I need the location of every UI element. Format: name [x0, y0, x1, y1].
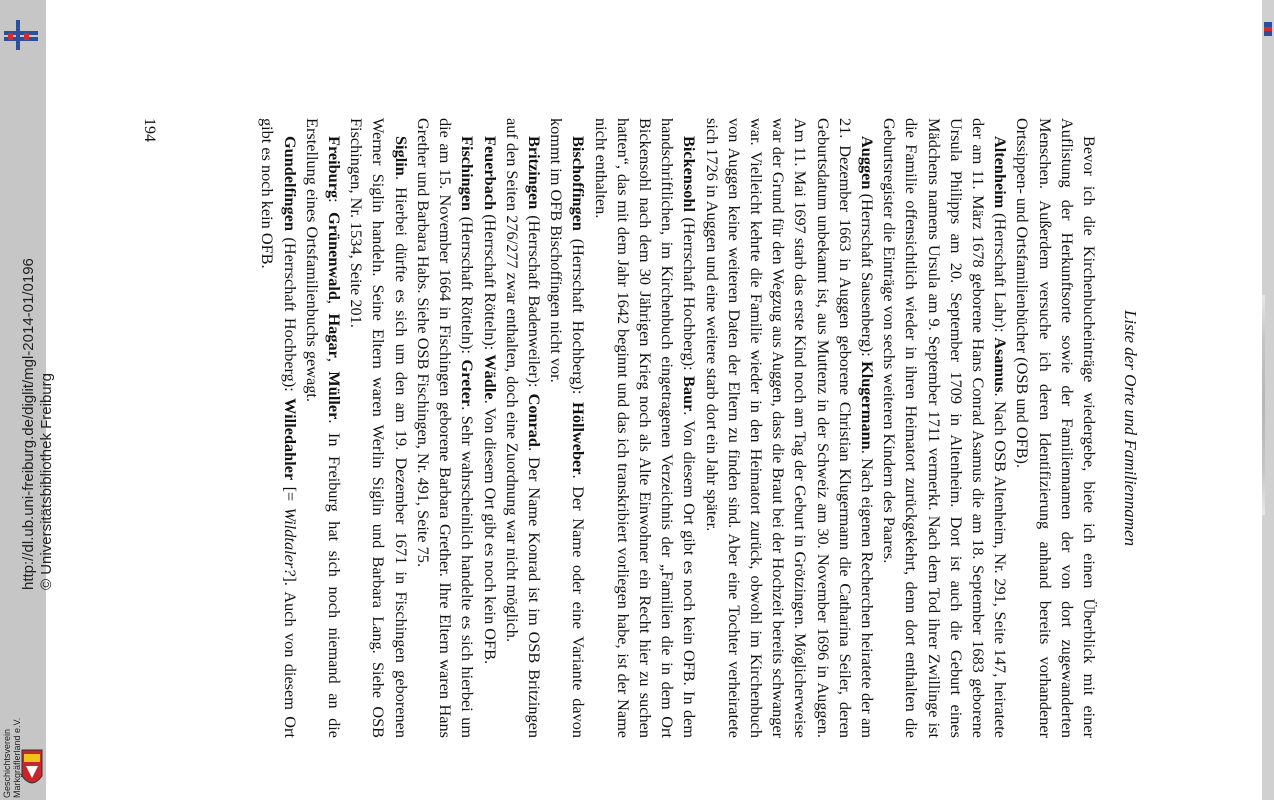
entry-name: Greter: [458, 359, 478, 407]
society-line2: Markgräflerland e.V.: [12, 717, 22, 798]
entry-name: Baur: [680, 375, 700, 412]
paragraph: [589, 118, 700, 738]
paragraph-text: . Der Name oder eine Variante davon kommt im OFB Bischoffingen nicht vor.: [547, 118, 589, 738]
running-head: Liste der Orte und Familiennamen: [1121, 309, 1140, 547]
paragraph: [700, 118, 878, 738]
paragraph-text: :: [325, 198, 345, 213]
paragraph-text: (Herrschaft Hochberg):: [280, 231, 300, 399]
society-label: [2, 718, 22, 798]
society-line1: Geschichtsverein: [2, 728, 12, 798]
paragraph-text: Bevor ich die Kirchenbucheinträge wiedergebe, biete ich einen Überblick mit einer Auflistung der Herkunftsorte sowie der Familiennamen der von dort zugewanderten Menschen. Außerdem versuche ich deren Identifizierung anhand bereits vorhandener Ortssippen- und Ortsfamilienbücher (OSB und OFB).: [1013, 118, 1099, 738]
entry-name: Auggen: [857, 136, 877, 190]
society-seal-icon: [20, 748, 44, 792]
paragraph-text: . Nach OSB Altenheim, Nr. 291, Seite 147, heiratete der am 11. März 1678 geborene Hans Conrad Asamus die am 18. September 1683 geborene Ursula Philipps am 20. September 1709 in Altenheim. Dort ist auch die Geburt eines Mädchens namens Ursula am 9. September 1711 vermerkt. Nach dem Tod ihrer Zwillinge ist die Familie offensichtlich wieder in ihren Heimatort zurückgekehrt, denn dort enthalten die Geburtsregister die Einträge von sechs weiteren Kindern des Paares.: [880, 118, 1011, 739]
paragraph-text: (Herrschaft Rötteln):: [480, 210, 500, 355]
entry-name: Müller: [325, 371, 345, 420]
paragraph-text: . Hierbei dürfte es sich um den am 19. Dezember 1671 in Fischingen geborenen Werner Siglin handeln. Seine Eltern waren Werlin Siglin und Barbara Lang. Siehe OSB Fischingen, Nr. 1534, Seite 201.: [347, 118, 411, 738]
paragraph-text: (Herrschaft Lahr):: [991, 208, 1011, 338]
entry-name: Höllweber: [569, 402, 589, 475]
entry-name: Gundelfingen: [280, 136, 300, 232]
paragraph-text: . Der Name Konrad ist im OSB Britzingen auf den Seiten 276/277 zwar enthalten, doch eine Zuordnung war nicht möglich.: [502, 118, 544, 738]
paragraph-text: Wildtaler?: [280, 507, 300, 577]
entry-name: Feuerbach: [480, 136, 500, 211]
entry-name: Hagar: [325, 313, 345, 358]
paragraph-text: . Sehr wahrscheinlich handelte es sich hierbei um die am 15. November 1664 in Fischingen geborene Barbara Grether. Ihre Eltern waren Hans Grether und Barbara Habs. Siehe OSB Fischingen, Nr. 491, Seite 75.: [413, 118, 478, 739]
paragraph: [301, 118, 345, 738]
color-target-icon: [4, 18, 38, 52]
paragraph-text: ]. Auch von diesem Ort gibt es noch kein OFB.: [258, 118, 300, 738]
entry-name: Klugermann: [857, 361, 877, 450]
entry-name: Freiburg: [325, 136, 345, 199]
entry-name: Willedahler: [280, 398, 300, 481]
paragraph: [412, 118, 479, 738]
color-target-icon: [1264, 22, 1272, 36]
entry-name: Grünenwald: [325, 212, 345, 300]
paragraph-text: ,: [325, 299, 345, 314]
paragraph-text: . Nach eigenen Recherchen heiratete der am 21. Dezember 1663 in Auggen geborene Christian Klugermann die Catharina Seiler, deren Geburtsdatum unbekannt ist, aus Muttenz in der Schweiz am 30. November 1696 in Auggen. Am 11. Mai 1697 starb das erste Kind noch am Tag der Geburt in Grötzingen. Möglicherweise war der Grund für den Wegzug aus Auggen, dass die Braut bei der Hochzeit bereits schwanger war. Vielleicht kehrte die Familie wieder in den Heimatort zurück, obwohl im Kirchenbuch von Auggen keine weiteren Daten der Eltern zu finden sind. Aber eine Tochter verheiratete sich 1726 in Auggen und eine weitere starb dort ein Jahr später.: [702, 118, 877, 738]
footer-copyright: © Universitätsbibliothek Freiburg: [38, 373, 55, 590]
paragraph-text: ,: [325, 357, 345, 372]
paragraph-text: (Herrschaft Hochberg):: [680, 212, 700, 376]
paragraph-text: . Von diesem Ort gibt es noch kein OFB. In dem handschriftlichen, im Kirchenbuch eingetragenen Verzeichnis der „Familien die in dem Ort Bickensohl nach dem 30 Jährigen Krieg noch als Alte Einwohner ein Recht hier zu suchen hatten“, das mit dem Jahr 1642 beginnt und das ich transkribiert vorliegen habe, ist der Name nicht enthalten.: [591, 118, 700, 738]
paragraph-text: (Herrschaft Hochberg):: [569, 231, 589, 403]
entry-name: Britzingen: [524, 136, 544, 210]
paragraph: [345, 118, 412, 738]
entry-name: Bischoffingen: [569, 136, 589, 231]
paragraph-text: (Herrschaft Rötteln):: [458, 211, 478, 360]
entry-name: Bickensohl: [680, 136, 700, 213]
entry-name: Fischingen: [458, 136, 478, 212]
entry-name: Asamus: [991, 337, 1011, 393]
page-gutter-shadow: [1262, 295, 1265, 515]
body-text: [256, 118, 1100, 738]
paragraph: [478, 118, 500, 738]
paragraph-text: (Herrschaft Sausenberg):: [857, 189, 877, 362]
entry-name: Conrad: [524, 393, 544, 447]
paragraph-text: . In Freiburg hat sich noch niemand an die Erstellung eines Ortsfamilienbuchs gewagt.: [302, 118, 345, 738]
footer-url[interactable]: http://dl.ub.uni-freiburg.de/diglit/mgl-2014-01/0196: [20, 258, 37, 590]
page-number: 194: [141, 118, 158, 142]
paragraph: [256, 118, 300, 738]
paragraph: [501, 118, 545, 738]
paragraph-text: . Von diesem Ort gibt es noch kein OFB.: [480, 399, 500, 665]
paragraph-text: (Herrschaft Badenweiler):: [524, 209, 544, 394]
entry-name: Wädle: [480, 354, 500, 400]
paragraph-text: [=: [280, 480, 300, 508]
entry-name: Altenheim: [991, 136, 1011, 209]
paragraph: [878, 118, 1011, 738]
document-page: [141, 118, 1140, 798]
paragraph: [1011, 118, 1100, 738]
entry-name: Siglin: [391, 136, 411, 176]
paragraph: [545, 118, 589, 738]
footer-citation: [20, 258, 56, 590]
